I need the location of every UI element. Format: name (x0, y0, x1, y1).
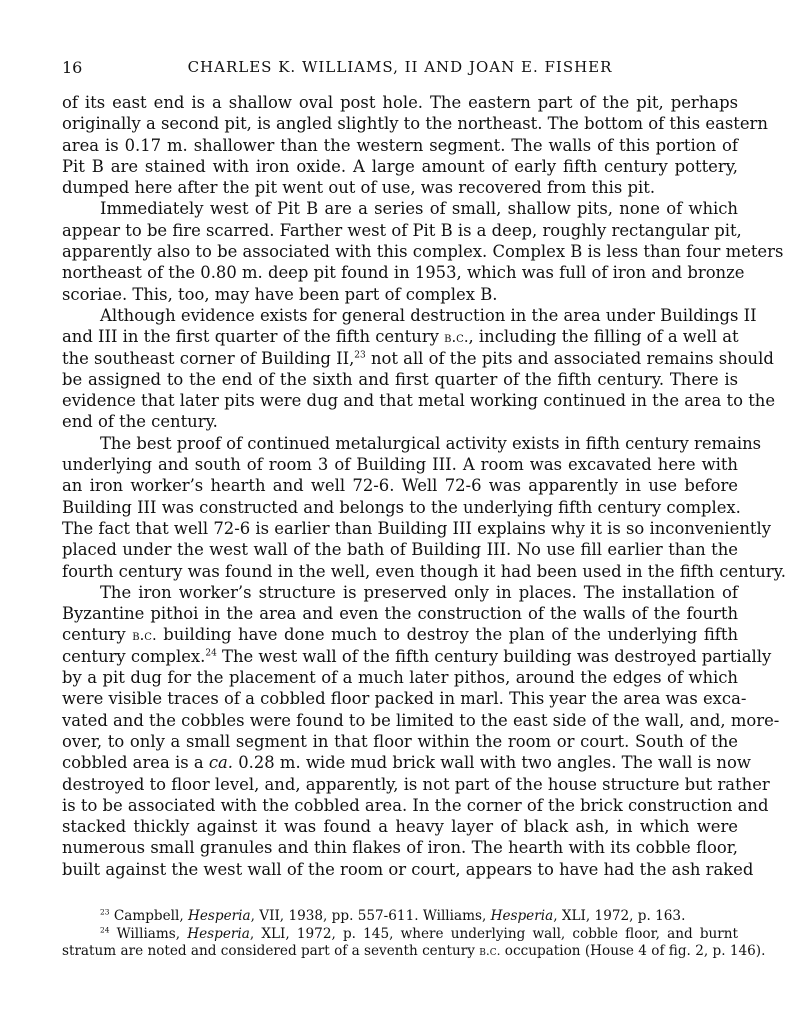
footnote-text: Williams, (109, 925, 188, 942)
paragraph (62, 305, 776, 433)
footnote-text: occupation (House 4 of fig. 2, p. 146). (500, 943, 766, 959)
text-line: underlying and south of room 3 of Building III. A room was excavated here with (62, 455, 738, 475)
footnote-text: , XLI, 1972, p. 163. (553, 908, 686, 924)
text-line (62, 326, 738, 347)
text-line: of its east end is a shallow oval post hole. The eastern part of the pit, perhaps (62, 93, 738, 112)
article-body (62, 92, 786, 880)
text-line: Although evidence exists for general destruction in the area under Buildings II (100, 305, 757, 325)
text-line: stacked thickly against it was found a heavy layer of black ash, in which were (62, 817, 738, 837)
footnote-23 (62, 908, 738, 926)
footnote-text: Campbell, (109, 908, 189, 924)
abbreviation-italic: ca. (208, 753, 233, 773)
text-line: over, to only a small segment in that floor within the room or court. South of the (62, 731, 738, 751)
text-line: placed under the west wall of the bath of Building III. No use fill earlier than the (62, 540, 738, 560)
text-line: appear to be fire scarred. Farther west of Pit B is a deep, roughly rectangular pit, (62, 220, 742, 240)
footnote-text: stratum are noted and considered part of a seventh century (62, 943, 480, 959)
paragraph (62, 92, 768, 198)
paragraph (62, 198, 784, 304)
text-line: dumped here after the pit went out of use, was recovered from this pit. (62, 178, 656, 198)
text-line (62, 752, 751, 773)
text-run: the southeast corner of Building II, (62, 348, 355, 368)
text-run: century (62, 625, 133, 645)
text-line: be assigned to the end of the sixth and first quarter of the fifth century. There is (62, 369, 738, 389)
journal-title: Hesperia (490, 908, 554, 924)
text-line: Byzantine pithoi in the area and even the construction of the walls of the fourth (62, 604, 738, 624)
text-line: Building III was constructed and belongs to the underlying fifth century complex. (62, 497, 741, 517)
footnote-text: , VII, 1938, pp. 557-611. Williams, (250, 908, 491, 924)
text-line: were visible traces of a cobbled floor packed in marl. This year the area was exca- (62, 689, 747, 709)
text-run: building have done much to destroy the plan of the underlying fifth (156, 625, 738, 645)
text-line: is to be associated with the cobbled area. In the corner of the brick construction and (62, 795, 769, 815)
running-head: CHARLES K. WILLIAMS, II AND JOAN E. FISHER (187, 58, 613, 76)
text-line: destroyed to floor level, and, apparently, is not part of the house structure but rather (62, 774, 770, 794)
journal-title: Hesperia (188, 908, 251, 924)
text-run: The west wall of the fifth century building was destroyed partially (216, 646, 772, 666)
text-run: century complex. (62, 646, 206, 666)
text-line: end of the century. (62, 412, 218, 432)
paragraph (62, 433, 786, 582)
footnote-ref[interactable]: 23 (354, 350, 366, 361)
text-line: The fact that well 72-6 is earlier than Building III explains why it is so inconveniently (62, 518, 771, 538)
page-header (62, 58, 738, 80)
text-run: not all of the pits and associated remains should (365, 348, 774, 368)
text-run: cobbled area is a (62, 753, 209, 773)
footnote-24-continued (62, 943, 766, 961)
footnote-ref[interactable]: 24 (205, 648, 217, 659)
text-line: by a pit dug for the placement of a much later pithos, around the edges of which (62, 668, 738, 688)
text-line: apparently also to be associated with this complex. Complex B is less than four meters (62, 242, 784, 262)
text-run: and III in the first quarter of the fifth century (62, 327, 445, 347)
text-line: northeast of the 0.80 m. deep pit found in 1953, which was full of iron and bronze (62, 263, 745, 283)
text-line: Pit B are stained with iron oxide. A large amount of early fifth century pottery, (62, 156, 738, 176)
text-line: evidence that later pits were dug and that metal working continued in the area to the (62, 391, 776, 411)
text-line: fourth century was found in the well, even though it had been used in the fifth century. (62, 561, 786, 581)
paragraph (62, 582, 780, 880)
text-run: 0.28 m. wide mud brick wall with two angles. The wall is now (232, 753, 751, 773)
text-line: an iron worker’s hearth and well 72-6. Well 72-6 was apparently in use before (62, 476, 738, 496)
text-line: originally a second pit, is angled slightly to the northeast. The bottom of this eastern (62, 114, 768, 134)
journal-title: Hesperia (187, 925, 250, 942)
text-line: The best proof of continued metalurgical activity exists in fifth century remains (100, 433, 762, 453)
text-line: numerous small granules and thin flakes of iron. The hearth with its cobble floor, (62, 838, 738, 858)
text-line: area is 0.17 m. shallower than the western segment. The walls of this portion of (62, 135, 738, 155)
page (62, 0, 786, 1024)
footnote-number: 23 (100, 907, 110, 917)
text-line: built against the west wall of the room or court, appears to have had the ash raked (62, 859, 754, 879)
text-line: scoriae. This, too, may have been part of complex B. (62, 284, 498, 304)
text-line: vated and the cobbles were found to be limited to the east side of the wall, and, more- (62, 710, 780, 730)
text-line (62, 646, 772, 667)
era-abbreviation: b.c. (444, 329, 469, 347)
footnotes (62, 907, 766, 961)
text-line (62, 624, 738, 645)
page-number: 16 (62, 58, 83, 77)
footnote-number: 24 (100, 924, 110, 934)
footnote-24 (62, 926, 738, 944)
era-abbreviation: b.c. (132, 627, 157, 645)
era-abbreviation: b.c. (479, 944, 501, 958)
footnote-text: , XLI, 1972, p. 145, where underlying wall, cobble floor, and burnt (249, 925, 738, 942)
text-line (62, 348, 774, 369)
text-run: , including the filling of a well at (468, 327, 739, 347)
text-line: The iron worker’s structure is preserved only in places. The installation of (100, 582, 738, 602)
text-line: Immediately west of Pit B are a series of small, shallow pits, none of which (100, 199, 738, 219)
